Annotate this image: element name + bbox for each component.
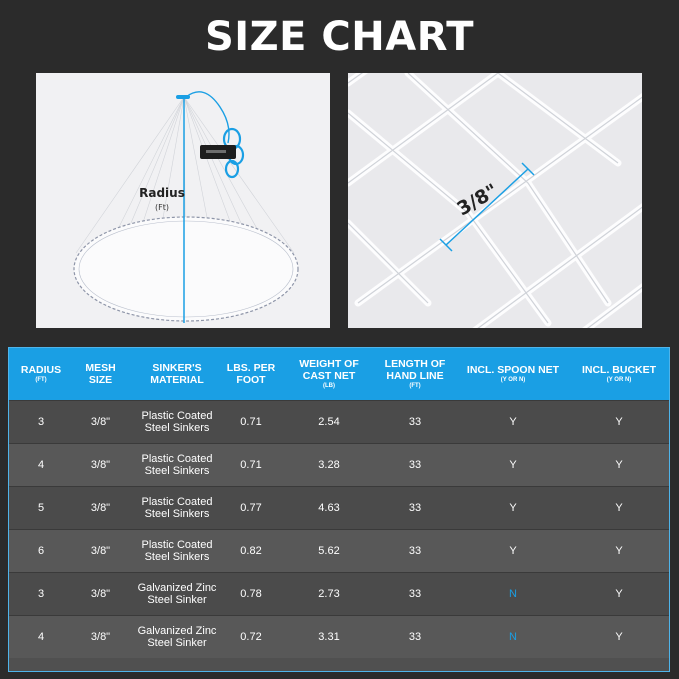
- header-sublabel: (Y OR N): [500, 377, 526, 383]
- header-sublabel: (LB): [323, 383, 335, 389]
- material-line: Steel Sinkers: [144, 508, 210, 520]
- cell-radius: [9, 401, 73, 443]
- cell-lbs-per-foot: [226, 530, 276, 572]
- cell-material: [128, 573, 226, 615]
- cell-radius: [9, 573, 73, 615]
- cell-weight: [289, 401, 369, 443]
- cell-value: 33: [408, 631, 422, 643]
- cell-value: Y: [615, 545, 623, 557]
- cell-lbs-per-foot: [226, 573, 276, 615]
- cell-value: 4: [37, 459, 45, 471]
- header-sublabel: (FT): [35, 377, 47, 383]
- cell-value: 3/8": [90, 588, 111, 600]
- cell-value: 2.54: [318, 416, 340, 428]
- header-label: SINKER'S MATERIAL: [150, 362, 204, 386]
- material-line: Galvanized Zinc: [137, 625, 217, 637]
- header-sublabel: (FT): [409, 383, 421, 389]
- header-sublabel: (Y OR N): [606, 377, 632, 383]
- cell-material: [128, 616, 226, 658]
- cell-spoon-net: [457, 487, 569, 529]
- header-lbs-per-foot: [226, 348, 276, 400]
- cell-value: 3/8": [90, 545, 111, 557]
- cell-value: 33: [408, 416, 422, 428]
- cell-value: 0.77: [240, 502, 262, 514]
- cell-lbs-per-foot: [226, 487, 276, 529]
- cell-bucket: [571, 401, 667, 443]
- cell-value: 3/8": [90, 459, 111, 471]
- cell-radius: [9, 487, 73, 529]
- table-header: [9, 348, 669, 400]
- material-line: Steel Sinkers: [144, 551, 210, 563]
- cell-value: 33: [408, 588, 422, 600]
- cell-value: Y: [615, 588, 623, 600]
- cell-value: 0.71: [240, 459, 262, 471]
- cell-value: Y: [615, 631, 623, 643]
- table-row: [9, 615, 669, 658]
- cell-spoon-net: [457, 530, 569, 572]
- size-table: [8, 347, 670, 672]
- cell-lbs-per-foot: [226, 444, 276, 486]
- cell-value: Y: [509, 459, 517, 471]
- cell-radius: [9, 616, 73, 658]
- cell-spoon-net: [457, 573, 569, 615]
- cell-value: 3/8": [90, 416, 111, 428]
- cell-hand-line: [375, 573, 455, 615]
- cell-weight: [289, 573, 369, 615]
- cell-mesh: [73, 616, 128, 658]
- header-label: LENGTH OF HAND LINE: [384, 358, 446, 382]
- cell-radius: [9, 530, 73, 572]
- cell-value: Y: [615, 502, 623, 514]
- cell-value: Y: [615, 459, 623, 471]
- cell-value: 6: [37, 545, 45, 557]
- cell-bucket: [571, 444, 667, 486]
- cell-value: 4.63: [318, 502, 340, 514]
- cell-hand-line: [375, 444, 455, 486]
- cell-value: Y: [509, 545, 517, 557]
- cell-weight: [289, 530, 369, 572]
- cell-mesh: [73, 401, 128, 443]
- header-label: INCL. SPOON NET: [466, 364, 560, 376]
- cell-weight: [289, 444, 369, 486]
- cell-value: N: [509, 588, 517, 600]
- cell-hand-line: [375, 487, 455, 529]
- cell-material: [128, 530, 226, 572]
- header-label: MESH SIZE: [85, 362, 116, 386]
- cell-hand-line: [375, 616, 455, 658]
- cell-spoon-net: [457, 401, 569, 443]
- cell-value: N: [509, 631, 517, 643]
- table-row: [9, 400, 669, 443]
- cell-value: Y: [615, 416, 623, 428]
- table-row: [9, 486, 669, 529]
- cell-lbs-per-foot: [226, 401, 276, 443]
- header-label: WEIGHT OF CAST NET: [299, 358, 359, 382]
- cell-value: 0.72: [240, 631, 262, 643]
- cell-value: 2.73: [318, 588, 340, 600]
- table-row: [9, 529, 669, 572]
- header-bucket: [571, 348, 667, 400]
- cell-hand-line: [375, 530, 455, 572]
- cell-value: 5.62: [318, 545, 340, 557]
- radius-unit: (Ft): [155, 203, 169, 212]
- cell-hand-line: [375, 401, 455, 443]
- header-label: RADIUS: [20, 364, 62, 376]
- cell-value: Y: [509, 502, 517, 514]
- material-line: Steel Sinker: [147, 637, 207, 649]
- header-label: INCL. BUCKET: [581, 364, 657, 376]
- header-spoon-net: [457, 348, 569, 400]
- cast-net-photo: [36, 73, 330, 328]
- cast-net-illustration: [36, 73, 330, 328]
- cell-lbs-per-foot: [226, 616, 276, 658]
- cell-value: 4: [37, 631, 45, 643]
- header-mesh-size: [73, 348, 128, 400]
- cell-mesh: [73, 444, 128, 486]
- cell-radius: [9, 444, 73, 486]
- cell-bucket: [571, 616, 667, 658]
- cell-material: [128, 444, 226, 486]
- header-weight: [289, 348, 369, 400]
- header-sinker-material: [128, 348, 226, 400]
- cell-value: 33: [408, 545, 422, 557]
- mesh-closeup-photo: [348, 73, 642, 328]
- material-line: Steel Sinker: [147, 594, 207, 606]
- cell-bucket: [571, 573, 667, 615]
- header-label: LBS. PER FOOT: [226, 362, 276, 386]
- cell-material: [128, 487, 226, 529]
- cell-value: 3/8": [90, 502, 111, 514]
- cell-value: 5: [37, 502, 45, 514]
- cell-value: 3: [37, 416, 45, 428]
- mesh-size-label: 3/8": [453, 179, 502, 221]
- cell-bucket: [571, 487, 667, 529]
- cell-value: 0.78: [240, 588, 262, 600]
- material-line: Steel Sinkers: [144, 465, 210, 477]
- cell-value: 3.28: [318, 459, 340, 471]
- cell-mesh: [73, 573, 128, 615]
- cell-value: 3/8": [90, 631, 111, 643]
- radius-label: Radius: [139, 186, 185, 200]
- material-line: Plastic Coated: [141, 410, 213, 422]
- cell-value: 0.82: [240, 545, 262, 557]
- table-row: [9, 572, 669, 615]
- cell-spoon-net: [457, 616, 569, 658]
- material-line: Plastic Coated: [141, 539, 213, 551]
- cell-bucket: [571, 530, 667, 572]
- cell-value: Y: [509, 416, 517, 428]
- material-line: Galvanized Zinc: [137, 582, 217, 594]
- page-title: SIZE CHART: [204, 14, 475, 60]
- cell-value: 33: [408, 502, 422, 514]
- cell-value: 0.71: [240, 416, 262, 428]
- header-radius: [9, 348, 73, 400]
- cell-mesh: [73, 530, 128, 572]
- cell-weight: [289, 487, 369, 529]
- material-line: Steel Sinkers: [144, 422, 210, 434]
- material-line: Plastic Coated: [141, 453, 213, 465]
- cell-value: 3: [37, 588, 45, 600]
- cell-weight: [289, 616, 369, 658]
- header-hand-line: [375, 348, 455, 400]
- cell-material: [128, 401, 226, 443]
- table-row: [9, 443, 669, 486]
- material-line: Plastic Coated: [141, 496, 213, 508]
- cell-mesh: [73, 487, 128, 529]
- cell-spoon-net: [457, 444, 569, 486]
- cell-value: 33: [408, 459, 422, 471]
- cell-value: 3.31: [318, 631, 340, 643]
